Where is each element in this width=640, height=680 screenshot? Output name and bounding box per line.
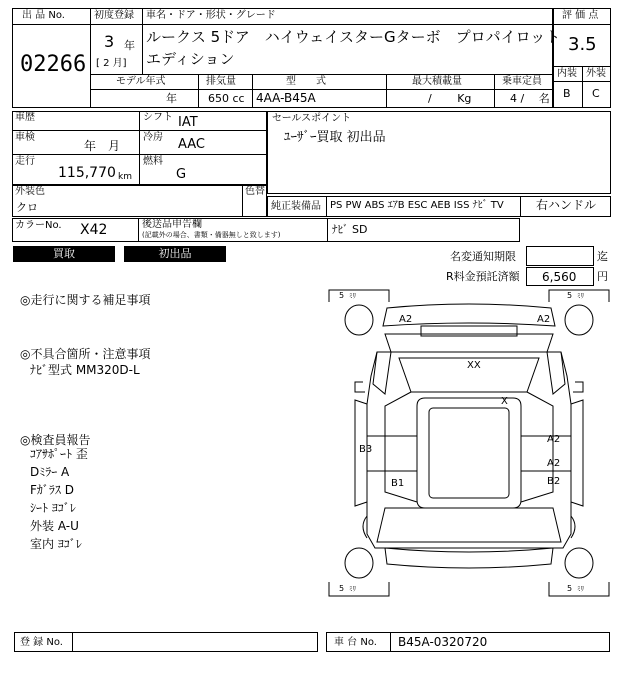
- inspector-item: ｺｱｻﾎﾟｰﾄ 歪: [30, 447, 88, 461]
- equipment: PS PW ABS ｴｱB ESC AEB ISS ﾅﾋﾞ TV: [330, 200, 504, 211]
- hood: [385, 334, 553, 352]
- tire-front-right: [565, 305, 593, 335]
- handle: 右ハンドル: [536, 198, 597, 212]
- shift-label: シフト: [143, 112, 173, 123]
- inspection-label: 車検: [15, 132, 35, 143]
- name-change-label: 名変通知期限: [450, 250, 516, 263]
- mark-right-mid: A2: [547, 458, 561, 469]
- mark-front-left: A2: [399, 314, 413, 325]
- rear-bumper: [385, 548, 553, 568]
- inspector-item: Fｶﾞﾗｽ D: [30, 483, 74, 497]
- name-change-unit: 迄: [597, 250, 608, 263]
- first-reg-year: 3: [104, 32, 115, 51]
- displacement-label: 排気量: [206, 76, 236, 87]
- rating-label: 評 価 点: [562, 10, 599, 21]
- exterior-grade: C: [592, 87, 600, 100]
- car-name-line1: ルークス 5ドア ハイウェイスターGターボ プロパイロット: [146, 28, 561, 46]
- mark-left-front-door: B3: [359, 444, 373, 455]
- model-code-label: 型 式: [286, 76, 326, 87]
- left-rear-arch: [363, 516, 367, 538]
- inspector-title: ◎検査員報告: [20, 433, 91, 447]
- aftermarket-value: ﾅﾋﾞ SD: [332, 223, 368, 236]
- first-listing-bar: 初出品: [124, 246, 226, 262]
- mileage-label: 走行: [15, 156, 35, 167]
- body-outline: [367, 352, 571, 548]
- first-reg-label: 初度登録: [94, 10, 134, 21]
- exterior-label: 外装: [586, 68, 606, 79]
- tire-unit: ﾐﾘ: [577, 292, 584, 300]
- model-year-unit: 年: [166, 92, 177, 105]
- color-no-label: カラーNo.: [15, 220, 62, 231]
- tire-label: 5: [567, 291, 573, 300]
- lot-number: 02266: [20, 52, 87, 77]
- displacement: 650 cc: [208, 92, 245, 105]
- buy-bar: 買取: [13, 246, 115, 262]
- lot-no-label: 出 品 No.: [22, 10, 65, 21]
- tire-rear-left: [345, 548, 373, 578]
- ac-label: 冷房: [143, 132, 163, 143]
- capacity: 4 / 名: [510, 92, 550, 105]
- shift: IAT: [178, 115, 198, 130]
- car-name-line2: エディション: [146, 50, 235, 68]
- chassis-no: B45A-0320720: [398, 635, 488, 649]
- tire-label: 5: [567, 584, 573, 593]
- color-no: X42: [80, 222, 108, 238]
- ext-color: クロ: [16, 201, 38, 214]
- inspector-item: Dﾐﾗｰ A: [30, 465, 70, 479]
- history-label: 車歴: [15, 112, 35, 123]
- reg-no-label: 登 録 No.: [20, 637, 63, 648]
- interior-grade: B: [563, 87, 571, 100]
- tire-box-front-right: [549, 290, 609, 302]
- ac: AAC: [178, 137, 205, 152]
- max-load-label: 最大積載量: [412, 76, 462, 87]
- recycle-label: R料金預託済額: [446, 270, 520, 283]
- ext-color-label: 外装色: [15, 186, 45, 197]
- rating-value: 3.5: [568, 34, 597, 55]
- right-rear-arch: [571, 516, 575, 538]
- year-unit: 年: [124, 39, 135, 52]
- driving-title: ◎走行に関する補足事項: [20, 293, 151, 307]
- aftermarket-note: (記載外の場合、書類・備器無しと致します): [142, 231, 281, 239]
- tire-box-rear-right: [549, 582, 609, 596]
- mark-windshield: X: [501, 396, 508, 407]
- mark-right-front-door: A2: [547, 434, 561, 445]
- mileage-unit: km: [118, 172, 132, 182]
- sales-point: ﾕｰｻﾞｰ買取 初出品: [284, 130, 386, 145]
- inspector-item: 室内 ﾖｺﾞﾚ: [30, 537, 82, 551]
- tire-label: 5: [339, 584, 345, 593]
- mark-right-rear: B2: [547, 476, 561, 487]
- title-label: 車名・ドア・形状・グレード: [146, 10, 276, 21]
- tire-unit: ﾐﾘ: [349, 585, 356, 593]
- model-year-label: モデル年式: [116, 76, 166, 87]
- aftermarket-label: 後送品申告欄: [142, 219, 202, 230]
- first-reg-month: [ 2 月]: [96, 58, 127, 69]
- car-damage-diagram: [325, 286, 615, 606]
- right-mirror: [573, 382, 583, 392]
- chassis-label: 車 台 No.: [334, 637, 377, 648]
- rear-hatch: [377, 508, 561, 542]
- recycle-unit: 円: [597, 270, 608, 283]
- tire-unit: ﾐﾘ: [349, 292, 356, 300]
- tire-front-left: [345, 305, 373, 335]
- capacity-label: 乗車定員: [502, 76, 542, 87]
- left-mirror: [355, 382, 365, 392]
- equip-label: 純正装備品: [271, 201, 321, 212]
- defects-title: ◎不具合箇所・注意事項: [20, 347, 151, 361]
- mark-front-right: A2: [537, 314, 551, 325]
- repaint-label: 色替: [245, 186, 265, 197]
- inspection-value: 年 月: [84, 139, 121, 153]
- tire-box-rear-left: [329, 582, 389, 596]
- roof: [417, 398, 521, 508]
- mark-roof: XX: [467, 360, 481, 371]
- inspector-item: ｼｰﾄ ﾖｺﾞﾚ: [30, 501, 76, 515]
- right-sill: [571, 400, 583, 506]
- tire-box-front-left: [329, 290, 389, 302]
- recycle-value: 6,560: [542, 270, 577, 284]
- tire-unit: ﾐﾘ: [577, 585, 584, 593]
- defects-item: ﾅﾋﾞ型式 MM320D-L: [30, 363, 140, 377]
- roof-inner: [429, 408, 509, 498]
- interior-label: 内装: [557, 68, 577, 79]
- mileage: 115,770: [58, 165, 116, 181]
- fuel: G: [176, 167, 187, 182]
- tire-rear-right: [565, 548, 593, 578]
- max-load: / Kg: [428, 92, 472, 105]
- fuel-label: 燃料: [143, 156, 163, 167]
- inspector-item: 外装 A-U: [30, 519, 79, 533]
- sales-point-label: セールスポイント: [272, 113, 352, 124]
- model-code: 4AA-B45A: [256, 91, 316, 105]
- ext-color-box: [12, 185, 267, 217]
- name-change-box: [526, 246, 594, 266]
- tire-label: 5: [339, 291, 345, 300]
- mark-left-rear: B1: [391, 478, 405, 489]
